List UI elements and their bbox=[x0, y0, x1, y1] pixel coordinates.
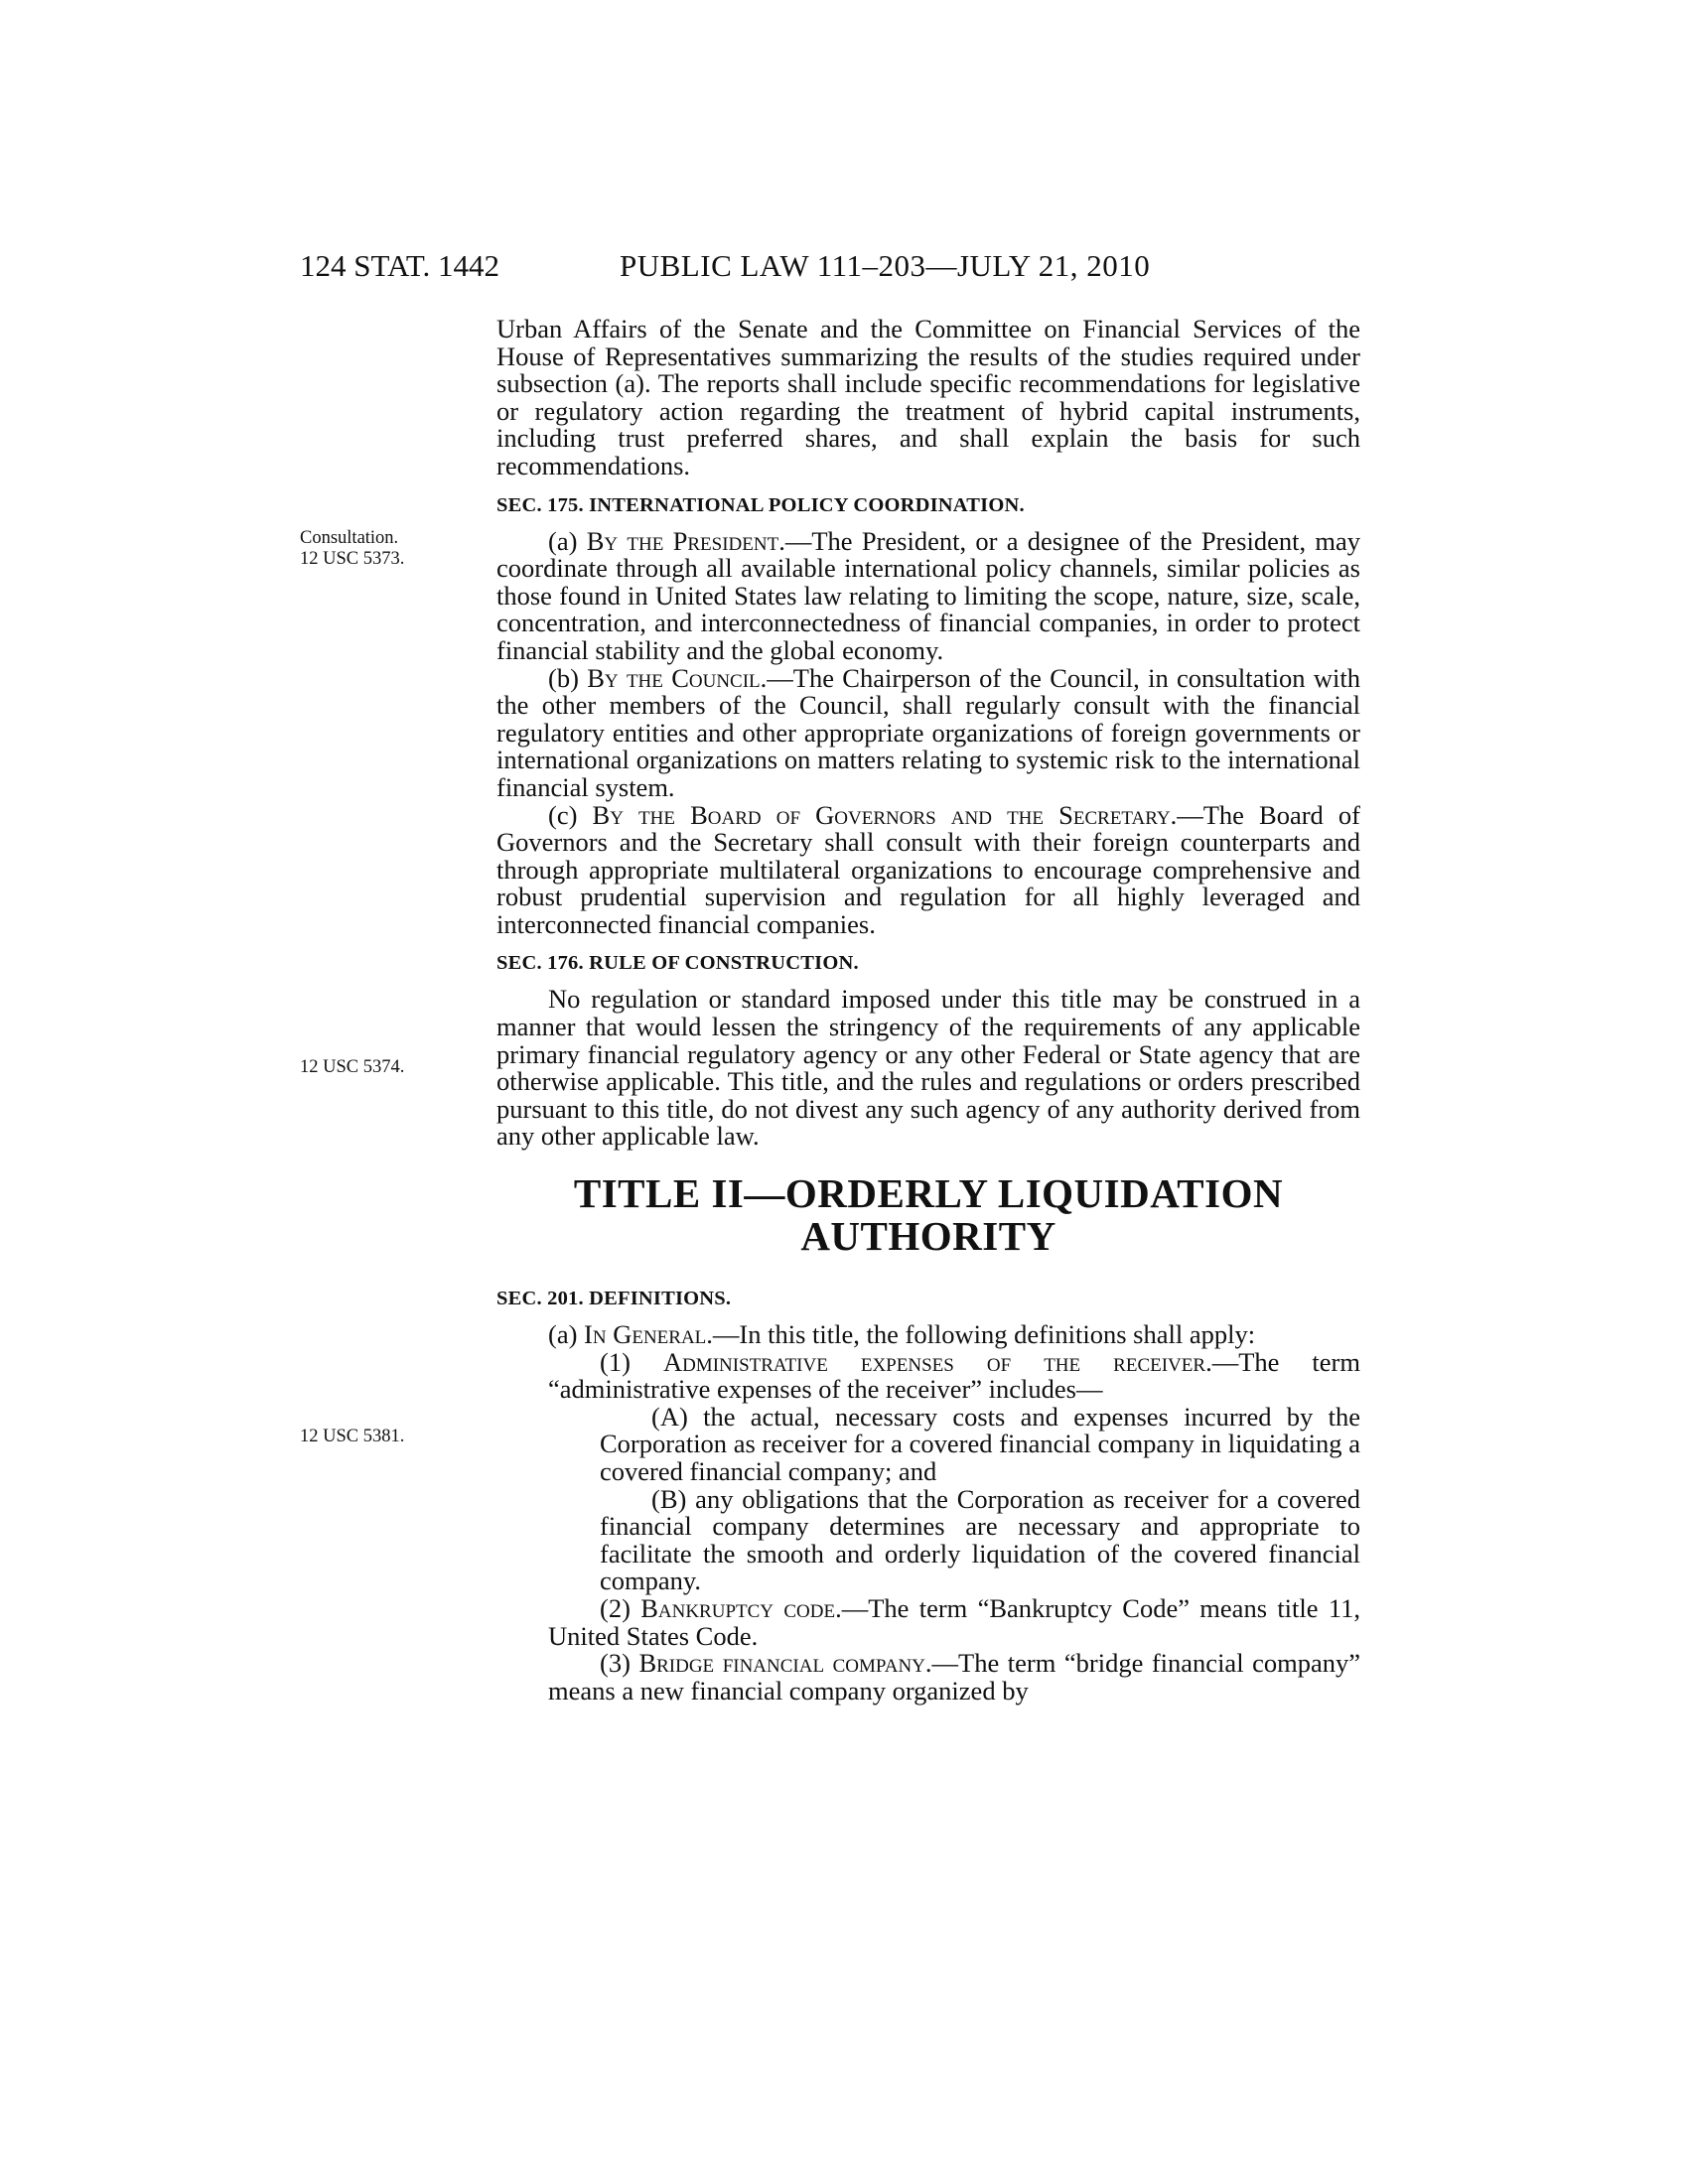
sec201-subparagraph-B: (B) any obligations that the Corporation as receiver for a covered financial company determines are necessary and appropriate to facilitate the smooth and orderly liquidation of the covered financial company. bbox=[600, 1483, 1360, 1596]
sec201-p1-text: .—The term “administrative expenses of the receiver” includes— bbox=[548, 1346, 1360, 1405]
sec175-c-caption: By the Board of Governors and the Secretary bbox=[592, 799, 1171, 830]
stat-page-number: 124 STAT. 1442 bbox=[300, 248, 500, 283]
public-law-title: PUBLIC LAW 111–203—JULY 21, 2010 bbox=[620, 248, 1151, 283]
intro-paragraph: Urban Affairs of the Senate and the Committee on Financial Services of the House of Representatives summarizing the results of the studies required under subsection (a). The reports shall include specific recommendations for legislative or regulatory action regarding the treatment of hybrid capital instruments, including trust preferred shares, and shall explain the basis for such recommendations. bbox=[496, 314, 1360, 480]
sec201-subparagraph-A: (A) the actual, necessary costs and expenses incurred by the Corporation as receiver for a covered financial company in liquidating a covered financial company; and bbox=[600, 1401, 1360, 1486]
sec201-p3-caption: Bridge financial company bbox=[638, 1648, 925, 1679]
sec201-a-text: .—In this title, the following definitions shall apply: bbox=[706, 1319, 1256, 1350]
sec176-paragraph: No regulation or standard imposed under this title may be construed in a manner that would lessen the stringency of the requirements of any applicable primary financial regulatory agency or any other Federal or State agency that are otherwise applicable. This title, and the rules and regulations or orders prescribed pursuant to this title, do not divest any such agency of any authority derived from any other applicable law. bbox=[496, 984, 1360, 1152]
sec201-p2-text: .—The term “Bankruptcy Code” means title 11, United States Code. bbox=[548, 1592, 1360, 1651]
sec175-subsection-b bbox=[496, 662, 1360, 802]
body-text-column bbox=[496, 316, 1360, 1705]
sec201-p2-prefix: (2) bbox=[600, 1592, 641, 1623]
sec175-subsection-c bbox=[496, 799, 1360, 939]
margin-note-12usc5373: 12 USC 5373. bbox=[300, 549, 405, 569]
sec175-c-text: .—The Board of Governors and the Secretary shall consult with their foreign counterparts and through appropriate multilateral organizations to encourage comprehensive and robust prudential supervision and regulation for all highly leveraged and interconnected financial companies. bbox=[496, 799, 1360, 939]
margin-note-consultation: Consultation. bbox=[300, 528, 399, 548]
section-175-heading: SEC. 175. INTERNATIONAL POLICY COORDINATION. bbox=[496, 493, 1025, 516]
sec175-b-caption: By the Council bbox=[587, 662, 761, 693]
sec201-p1-prefix: (1) bbox=[600, 1346, 663, 1377]
sec201-paragraph-3 bbox=[548, 1650, 1360, 1705]
title-ii-heading bbox=[496, 1172, 1360, 1258]
sec175-a-prefix: (a) bbox=[548, 525, 587, 556]
sec201-a-prefix: (a) bbox=[548, 1319, 585, 1350]
sec201-p2-caption: Bankruptcy code bbox=[640, 1592, 836, 1623]
sec175-b-prefix: (b) bbox=[548, 662, 588, 693]
sec175-b-text: .—The Chairperson of the Council, in consultation with the other members of the Council, shall regularly consult with the financial regulatory entities and other appropriate organizations of foreign governments or international organizations on matters relating to systemic risk to the international financial system. bbox=[496, 662, 1360, 802]
sec201-paragraph-2 bbox=[548, 1592, 1360, 1651]
sec175-c-prefix: (c) bbox=[548, 799, 593, 830]
margin-note-12usc5381: 12 USC 5381. bbox=[300, 1427, 405, 1446]
title-ii-line-2: AUTHORITY bbox=[800, 1213, 1056, 1260]
section-201-heading: SEC. 201. DEFINITIONS. bbox=[496, 1288, 732, 1310]
title-ii-line-1: TITLE II—ORDERLY LIQUIDATION bbox=[573, 1170, 1284, 1217]
sec201-p1-caption: Administrative expenses of the receiver bbox=[662, 1346, 1206, 1377]
sec201-subsection-a bbox=[496, 1321, 1360, 1349]
sec201-p3-prefix: (3) bbox=[600, 1648, 639, 1679]
margin-note-12usc5374: 12 USC 5374. bbox=[300, 1057, 405, 1077]
sec201-p3-text: .—The term “bridge financial company” means a new financial company organized by bbox=[548, 1648, 1360, 1706]
section-176-heading: SEC. 176. RULE OF CONSTRUCTION. bbox=[496, 952, 859, 975]
sec175-a-caption: By the President bbox=[586, 525, 779, 556]
sec201-paragraph-1 bbox=[548, 1346, 1360, 1405]
sec175-subsection-a bbox=[496, 525, 1360, 665]
sec201-a-caption: In General bbox=[584, 1319, 707, 1350]
sec175-a-text: .—The President, or a designee of the President, may coordinate through all available international policy channels, similar policies as those found in United States law relating to limiting the scope, nature, size, scale, concentration, and interconnectedness of financial companies, in order to protect financial stability and the global economy. bbox=[496, 525, 1360, 665]
